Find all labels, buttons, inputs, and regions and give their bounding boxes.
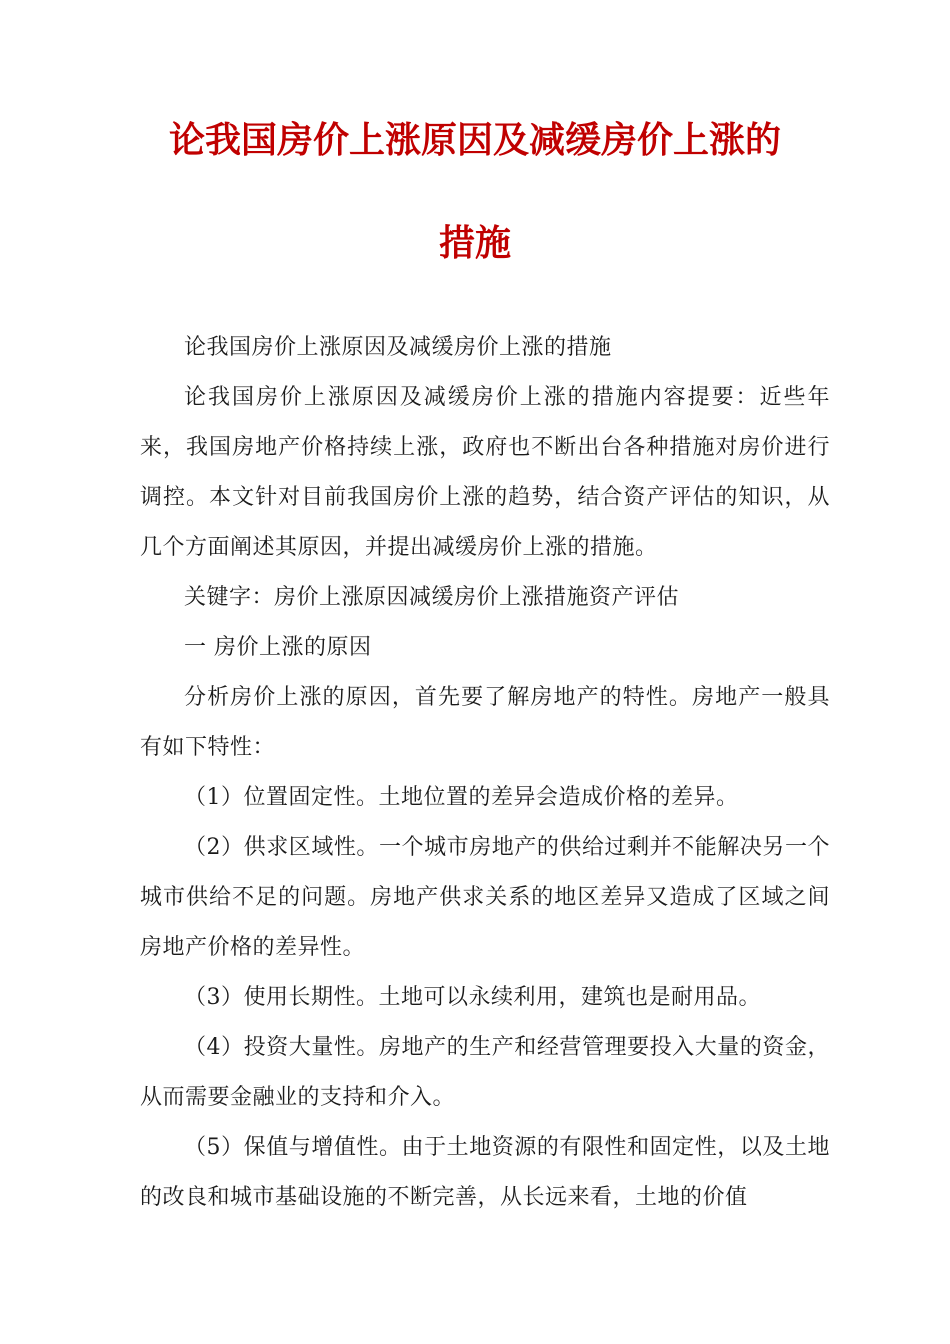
paragraph-analysis: 分析房价上涨的原因，首先要了解房地产的特性。房地产一般具有如下特性： bbox=[140, 685, 830, 760]
document-title-line-2: 措施 bbox=[438, 223, 511, 264]
list-item-3: （3）使用长期性。土地可以永续利用，建筑也是耐用品。 bbox=[184, 985, 761, 1010]
document-body bbox=[140, 323, 830, 1223]
list-item-5: （5）保值与增值性。由于土地资源的有限性和固定性，以及土地的改良和城市基础设施的不断完善，从长远来看，土地的价值 bbox=[140, 1135, 830, 1210]
list-item-4: （4）投资大量性。房地产的生产和经营管理要投入大量的资金，从而需要金融业的支持和介入。 bbox=[140, 1035, 830, 1110]
list-item-1: （1）位置固定性。土地位置的差异会造成价格的差异。 bbox=[184, 785, 739, 810]
paragraph-summary: 论我国房价上涨原因及减缓房价上涨的措施内容提要：近些年来，我国房地产价格持续上涨，政府也不断出台各种措施对房价进行调控。本文针对目前我国房价上涨的趋势，结合资产评估的知识，从几个方面阐述其原因，并提出减缓房价上涨的措施。 bbox=[140, 385, 830, 560]
list-item-2: （2）供求区域性。一个城市房地产的供给过剩并不能解决另一个城市供给不足的问题。房地产供求关系的地区差异又造成了区域之间房地产价格的差异性。 bbox=[140, 835, 830, 960]
section-heading-1: 一 房价上涨的原因 bbox=[184, 635, 372, 660]
paragraph-keywords: 关键字：房价上涨原因减缓房价上涨措施资产评估 bbox=[184, 585, 680, 610]
paragraph-subtitle: 论我国房价上涨原因及减缓房价上涨的措施 bbox=[184, 335, 612, 360]
document-title-line-1: 论我国房价上涨原因及减缓房价上涨的 bbox=[168, 120, 781, 161]
